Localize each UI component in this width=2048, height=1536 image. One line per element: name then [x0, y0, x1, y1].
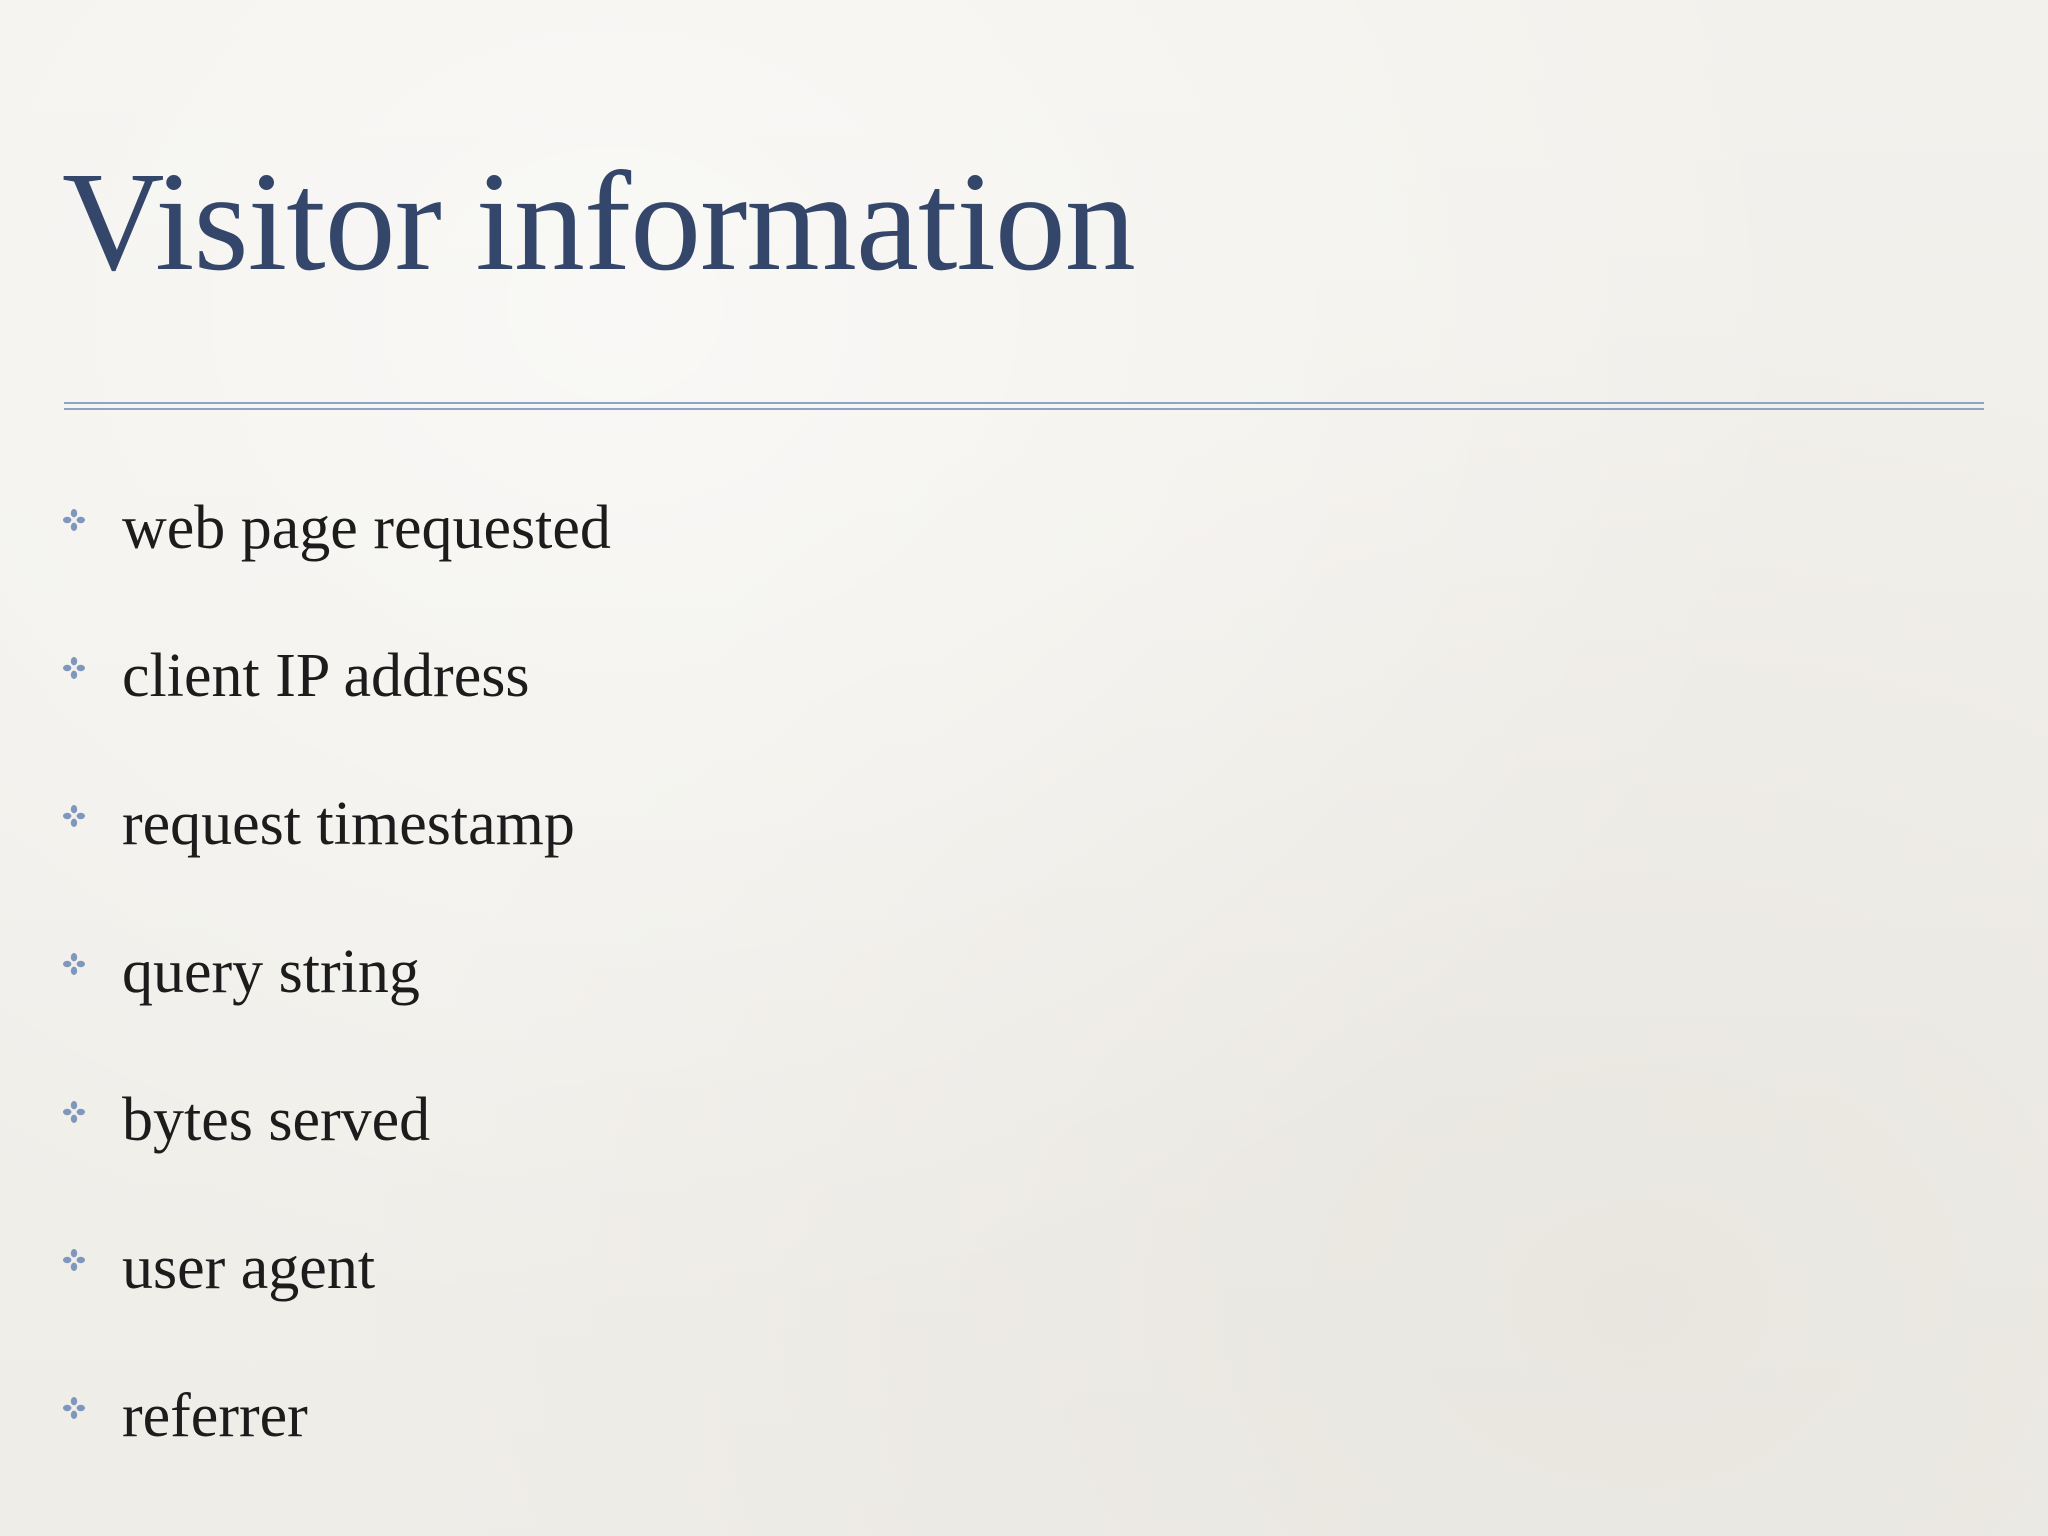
bullet-text: referrer: [122, 1382, 308, 1450]
bullet-item: [62, 1228, 611, 1376]
bullet-item: [62, 488, 611, 636]
fleuron-bullet-icon: [62, 1248, 122, 1308]
bullet-text: query string: [122, 938, 420, 1006]
bullet-item: [62, 636, 611, 784]
fleuron-bullet-icon: [62, 1396, 122, 1456]
fleuron-bullet-icon: [62, 952, 122, 1012]
bullet-text: bytes served: [122, 1086, 431, 1154]
divider-line-bottom: [64, 408, 1984, 410]
bullet-item: [62, 1080, 611, 1228]
fleuron-bullet-icon: [62, 656, 122, 716]
fleuron-bullet-icon: [62, 1100, 122, 1160]
bullet-item: [62, 784, 611, 932]
bullet-text: user agent: [122, 1234, 376, 1302]
bullet-item: [62, 1376, 611, 1524]
bullet-list: [62, 488, 611, 1524]
fleuron-bullet-icon: [62, 508, 122, 568]
bullet-text: web page requested: [122, 494, 611, 562]
bullet-item: [62, 932, 611, 1080]
divider-line-top: [64, 402, 1984, 404]
bullet-text: client IP address: [122, 642, 530, 710]
fleuron-bullet-icon: [62, 804, 122, 864]
title-divider: [64, 402, 1984, 412]
slide-title: Visitor information: [62, 142, 1135, 300]
bullet-text: request timestamp: [122, 790, 575, 858]
